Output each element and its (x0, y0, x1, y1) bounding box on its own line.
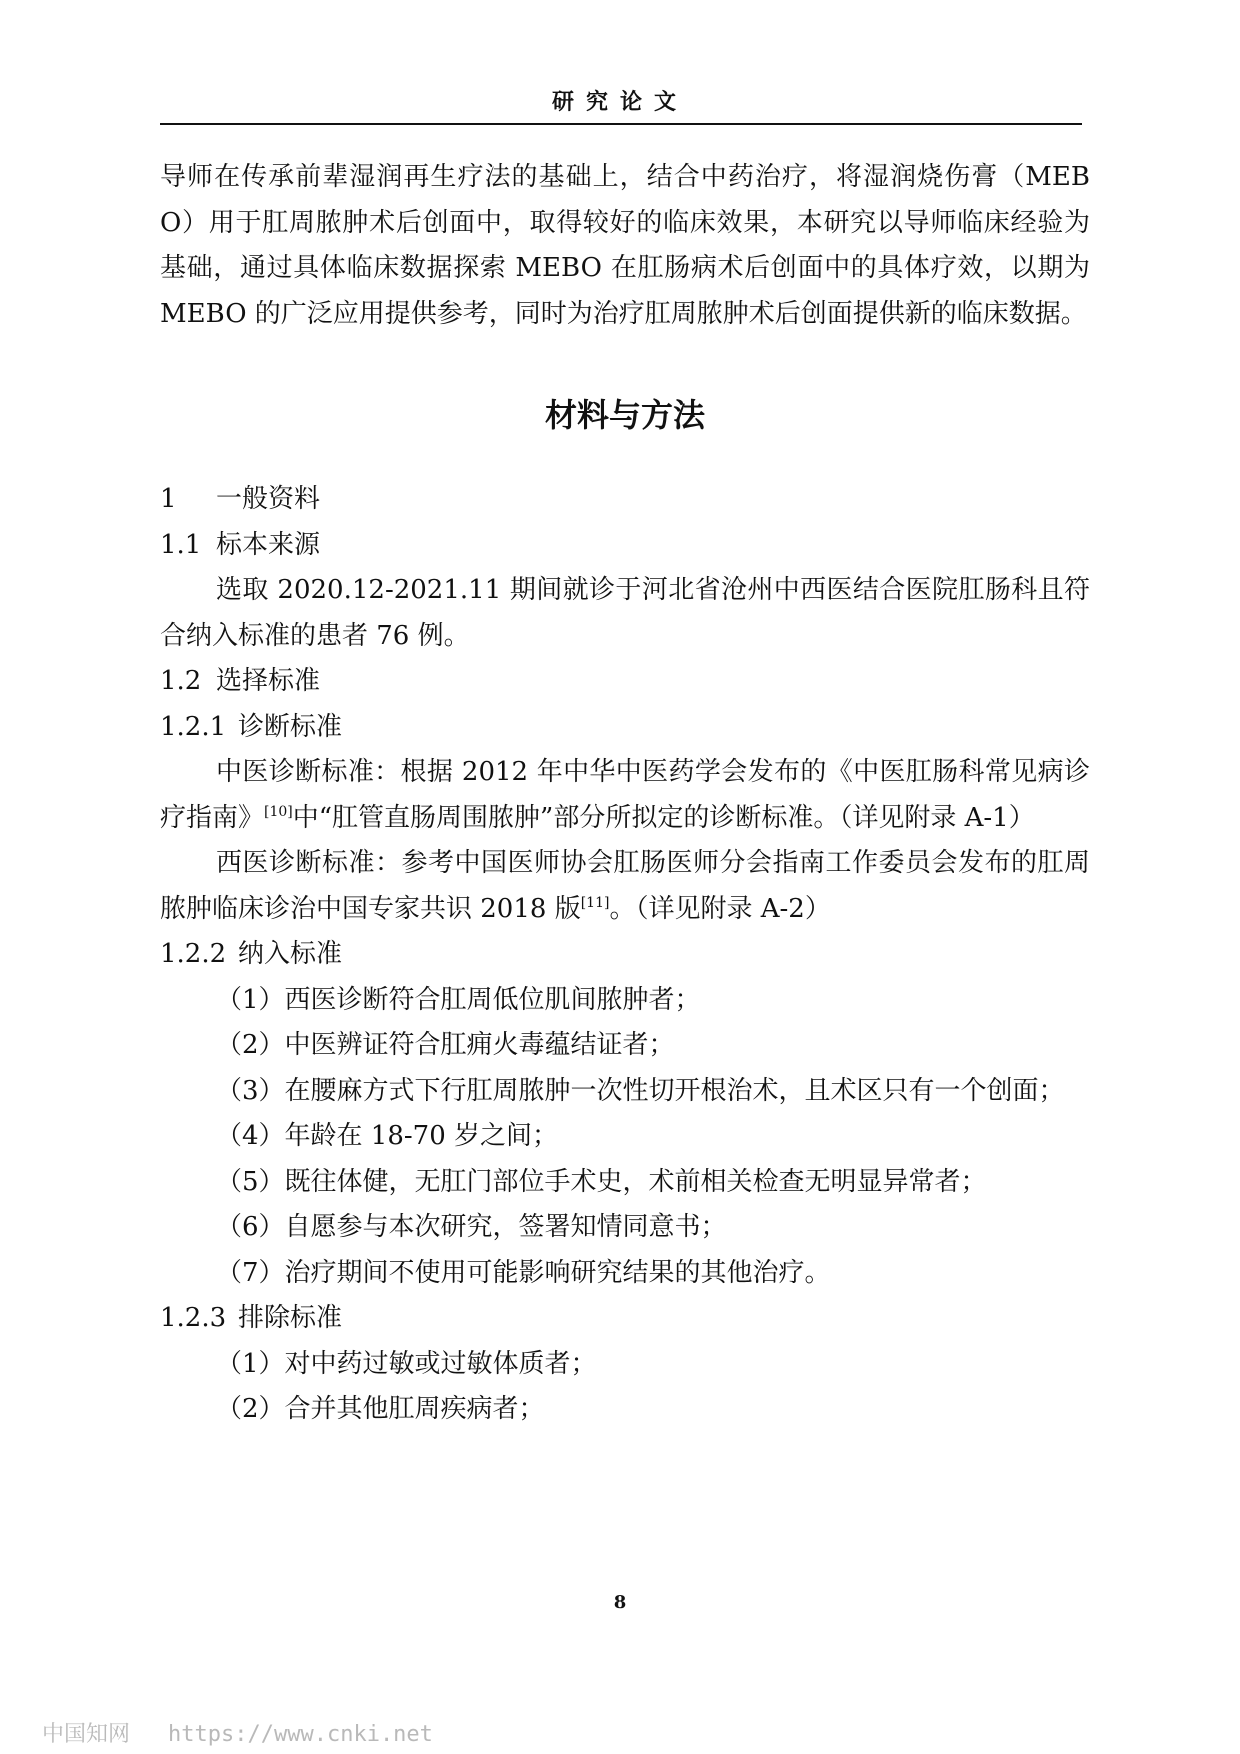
watermark-site: 中国知网 (42, 1722, 131, 1747)
list-item: （2）合并其他肛周疾病者； (216, 1394, 545, 1424)
page-body (160, 155, 1090, 1433)
watermark (42, 1717, 433, 1748)
heading-number: 1.2.3 (160, 1303, 227, 1333)
list-item: （5）既往体健，无肛门部位手术史，术前相关检查无明显异常者； (216, 1166, 987, 1197)
intro-paragraph: 导师在传承前辈湿润再生疗法的基础上，结合中药治疗，将湿润烧伤膏（MEBO）用于肛周脓肿术后创面中，取得较好的临床效果，本研究以导师临床经验为基础，通过具体临床数据探索 MEBO 在肛肠病术后创面中的具体疗效，以期为 MEBO 的广泛应用提供参考，同时为治疗肛周脓肿术后创面提供新的临床数据。 (160, 162, 1090, 329)
heading-text: 选择标准 (216, 666, 321, 696)
header-rule (160, 123, 1082, 125)
paragraph-text: 中医诊断标准：根据 2012 年中华中医药学会发布的《中医肛肠科常见病诊疗指南》 (160, 757, 1090, 833)
heading-text: 标本来源 (216, 529, 321, 560)
list-item: （7）治疗期间不使用可能影响研究结果的其他治疗。 (216, 1257, 831, 1288)
tcm-diagnosis-paragraph (160, 750, 1090, 841)
heading-1-1 (160, 523, 1090, 569)
list-item: （3）在腰麻方式下行肛周脓肿一次性切开根治术，且术区只有一个创面； (216, 1075, 1065, 1106)
sample-source-paragraph: 选取 2020.12-2021.11 期间就诊于河北省沧州中西医结合医院肛肠科且符合纳入标准的患者 76 例。 (160, 575, 1090, 651)
heading-number: 1.2.1 (160, 711, 227, 742)
heading-number: 1.2.2 (160, 939, 227, 969)
heading-1-2-3 (160, 1296, 1090, 1342)
page-number: 8 (613, 1592, 627, 1613)
heading-1-2-2 (160, 932, 1090, 978)
list-item: （2）中医辨证符合肛痈火毒蕴结证者； (216, 1030, 675, 1060)
paragraph-text: 中“肛管直肠周围脓肿”部分所拟定的诊断标准。（详见附录 A-1） (292, 802, 1035, 833)
list-item: （4）年龄在 18-70 岁之间； (216, 1121, 559, 1151)
heading-1-2 (160, 659, 1090, 705)
citation-ref: [11] (580, 894, 610, 911)
heading-1 (160, 477, 1090, 523)
heading-number: 1.2 (160, 666, 202, 696)
running-header: 研究论文 (551, 90, 688, 115)
list-item: （6）自愿参与本次研究，签署知情同意书； (216, 1212, 727, 1242)
heading-1-2-1 (160, 705, 1090, 751)
exclusion-criteria-list (160, 1342, 1090, 1433)
heading-text: 诊断标准 (238, 711, 343, 742)
wm-diagnosis-paragraph (160, 841, 1090, 932)
list-item: （1）西医诊断符合肛周低位肌间脓肿者； (216, 984, 701, 1015)
heading-text: 纳入标准 (238, 939, 343, 969)
heading-number: 1 (160, 484, 177, 514)
citation-ref: [10] (264, 803, 293, 820)
heading-number: 1.1 (160, 529, 202, 560)
watermark-url: https://www.cnki.net (168, 1722, 433, 1747)
paragraph-text: 西医诊断标准：参考中国医师协会肛肠医师分会指南工作委员会发布的肛周脓肿临床诊治中国专家共识 2018 版 (160, 848, 1090, 924)
paragraph-text: 。（详见附录 A-2） (609, 893, 831, 924)
heading-text: 排除标准 (238, 1303, 343, 1333)
list-item: （1）对中药过敏或过敏体质者； (216, 1348, 597, 1379)
inclusion-criteria-list (160, 978, 1090, 1297)
section-title: 材料与方法 (544, 396, 705, 434)
heading-text: 一般资料 (216, 484, 321, 514)
